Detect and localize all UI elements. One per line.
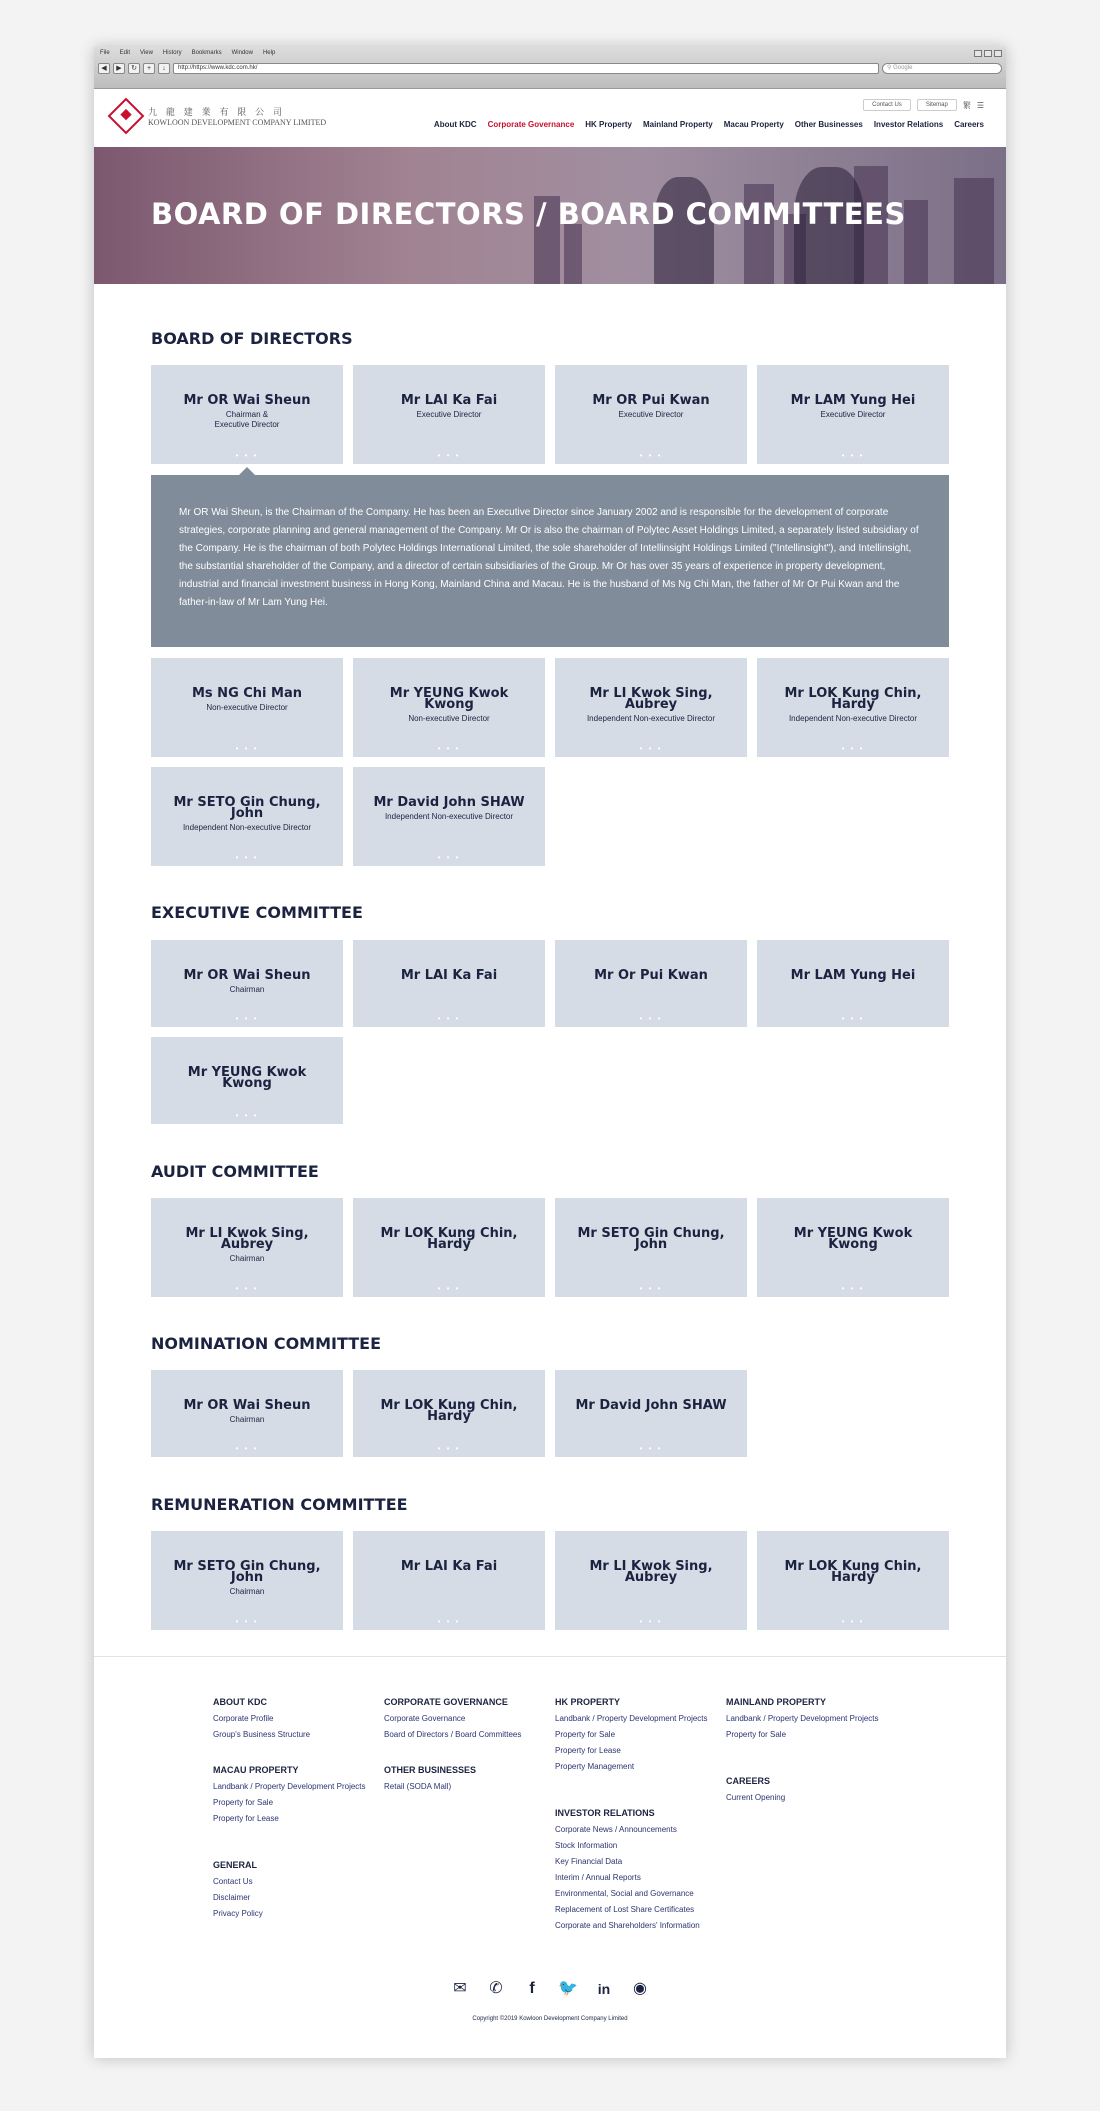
footer-link[interactable]: Interim / Annual Reports bbox=[555, 1873, 641, 1882]
member-name: Mr YEUNG Kwok Kwong bbox=[793, 1226, 913, 1252]
expand-dots-icon[interactable]: • • • bbox=[437, 1617, 461, 1626]
director-role: Non-executive Director bbox=[408, 714, 490, 723]
nav-investor-relations[interactable]: Investor Relations bbox=[873, 120, 944, 129]
footer-heading: MACAU PROPERTY bbox=[213, 1765, 299, 1775]
expand-dots-icon[interactable]: • • • bbox=[841, 744, 865, 753]
member-name: Mr Or Pui Kwan bbox=[594, 968, 708, 983]
footer-link[interactable]: Corporate Profile bbox=[213, 1714, 274, 1723]
maximize-button[interactable] bbox=[984, 50, 992, 57]
footer-link[interactable]: Property Management bbox=[555, 1762, 635, 1771]
footer-link[interactable]: Environmental, Social and Governance bbox=[555, 1889, 694, 1898]
member-card[interactable] bbox=[555, 1531, 747, 1630]
director-role: Independent Non-executive Director bbox=[384, 812, 514, 821]
main-nav bbox=[434, 120, 984, 129]
logo-text bbox=[148, 105, 326, 127]
director-role: Independent Non-executive Director bbox=[182, 823, 312, 832]
footer-heading: ABOUT KDC bbox=[213, 1697, 267, 1707]
director-role: Independent Non-executive Director bbox=[788, 714, 918, 723]
footer-group-mainland-property bbox=[726, 1697, 886, 1745]
footer-link[interactable]: Key Financial Data bbox=[555, 1857, 623, 1866]
expand-dots-icon[interactable]: • • • bbox=[235, 1014, 259, 1023]
director-name: Mr LOK Kung Chin, Hardy bbox=[784, 686, 922, 712]
browser-window bbox=[94, 47, 1006, 2058]
footer-link[interactable]: Corporate Governance bbox=[384, 1714, 466, 1723]
director-card[interactable] bbox=[151, 658, 343, 757]
member-card[interactable] bbox=[757, 1531, 949, 1630]
site-header bbox=[94, 89, 1006, 147]
expand-dots-icon[interactable]: • • • bbox=[235, 1444, 259, 1453]
member-card[interactable] bbox=[151, 940, 343, 1027]
director-name: Mr YEUNG Kwok Kwong bbox=[389, 686, 509, 712]
member-name: Mr LI Kwok Sing, Aubrey bbox=[589, 1559, 713, 1585]
director-card[interactable] bbox=[353, 658, 545, 757]
member-card[interactable] bbox=[151, 1037, 343, 1124]
footer-link[interactable]: Group's Business Structure bbox=[213, 1730, 311, 1739]
member-name: Mr LAI Ka Fai bbox=[400, 968, 498, 983]
director-name: Mr David John SHAW bbox=[373, 795, 525, 810]
expand-dots-icon[interactable]: • • • bbox=[235, 853, 259, 862]
member-card[interactable] bbox=[555, 1198, 747, 1297]
footer-link[interactable]: Stock Information bbox=[555, 1841, 618, 1850]
twitter-icon[interactable]: 🐦 bbox=[558, 1980, 578, 1997]
expand-dots-icon[interactable]: • • • bbox=[235, 1284, 259, 1293]
footer-group-other-businesses bbox=[384, 1765, 544, 1797]
member-card[interactable] bbox=[353, 1531, 545, 1630]
member-role: Chairman bbox=[229, 985, 265, 994]
footer-divider bbox=[94, 1656, 1006, 1657]
weibo-icon[interactable]: ◉ bbox=[633, 1980, 647, 1997]
director-name: Mr OR Pui Kwan bbox=[592, 393, 710, 408]
footer-link[interactable]: Privacy Policy bbox=[213, 1909, 263, 1918]
director-name: Ms NG Chi Man bbox=[191, 686, 303, 701]
footer-group-macau-property bbox=[213, 1765, 373, 1829]
member-name: Mr LAM Yung Hei bbox=[790, 968, 916, 983]
footer-link[interactable]: Board of Directors / Board Committees bbox=[384, 1730, 522, 1739]
menu-icon[interactable]: ☰ bbox=[976, 100, 984, 110]
member-card[interactable] bbox=[151, 1198, 343, 1297]
mail-icon[interactable]: ✉ bbox=[453, 1980, 467, 1997]
chinese-language-icon[interactable]: 繁 bbox=[962, 100, 971, 110]
browser-search-input[interactable]: ⚲ Google bbox=[882, 63, 1002, 74]
footer-link[interactable]: Property for Sale bbox=[213, 1798, 274, 1807]
member-card[interactable] bbox=[353, 940, 545, 1027]
member-name: Mr LAI Ka Fai bbox=[400, 1559, 498, 1574]
hero-building bbox=[954, 178, 994, 284]
menu-file[interactable]: File bbox=[100, 50, 110, 56]
expand-dots-icon[interactable]: • • • bbox=[437, 744, 461, 753]
page-title: BOARD OF DIRECTORS / BOARD COMMITTEES bbox=[151, 197, 906, 231]
member-card[interactable] bbox=[353, 1370, 545, 1457]
download-icon[interactable]: ↓ bbox=[158, 63, 170, 74]
search-placeholder: Google bbox=[893, 64, 913, 71]
remuneration-committee-heading: REMUNERATION COMMITTEE bbox=[151, 1495, 408, 1514]
director-card[interactable] bbox=[353, 767, 545, 866]
director-bio-text: Mr OR Wai Sheun, is the Chairman of the Company. He has been an Executive Director since January 2002 and is responsible for the development of corporate strategies, corporate planning and general management of the Company. Mr Or is also the chairman of Polytec Asset Holdings Limited, a separately listed subsidiary of the Company. He is the chairman of both Polytec Holdings International Limited, the sole shareholder of Intellinsight Holdings Limited ("Intellinsight"), and Intellinsight, the substantial shareholder of the Company, and a director of certain subsidiaries of the Group. Mr Or has over 35 years of experience in property development, industrial and financial investment business in Hong Kong, Mainland China and Macau. He is the husband of Ms Ng Chi Man, the father of Mr Or Pui Kwan and the father-in-law of Mr Lam Yung Hei. bbox=[179, 507, 919, 608]
kdc-logo-mark bbox=[108, 98, 145, 135]
footer-group-careers bbox=[726, 1776, 886, 1808]
nav-hk-property[interactable]: HK Property bbox=[585, 120, 632, 129]
director-name: Mr SETO Gin Chung, John bbox=[173, 795, 321, 821]
nav-about-kdc[interactable]: About KDC bbox=[433, 120, 477, 129]
expand-dots-icon[interactable]: • • • bbox=[639, 1444, 663, 1453]
kdc-logo[interactable] bbox=[110, 103, 326, 129]
expand-dots-icon[interactable]: • • • bbox=[639, 1014, 663, 1023]
member-name: Mr YEUNG Kwok Kwong bbox=[187, 1065, 307, 1091]
expand-dots-icon[interactable]: • • • bbox=[437, 1014, 461, 1023]
footer-heading: OTHER BUSINESSES bbox=[384, 1765, 477, 1775]
director-role: Executive Director bbox=[618, 410, 684, 419]
footer-group-investor-relations bbox=[555, 1808, 715, 1936]
director-bio-panel bbox=[151, 475, 949, 647]
director-card[interactable] bbox=[555, 365, 747, 464]
expand-dots-icon[interactable]: • • • bbox=[841, 1617, 865, 1626]
member-role: Chairman bbox=[229, 1415, 265, 1424]
member-card[interactable] bbox=[555, 1370, 747, 1457]
minimize-button[interactable] bbox=[974, 50, 982, 57]
expand-dots-icon[interactable]: • • • bbox=[437, 1444, 461, 1453]
audit-committee-heading: AUDIT COMMITTEE bbox=[151, 1162, 319, 1181]
footer-link[interactable]: Disclaimer bbox=[213, 1893, 251, 1902]
member-card[interactable] bbox=[757, 1198, 949, 1297]
footer-link[interactable]: Contact Us bbox=[213, 1877, 253, 1886]
member-name: Mr OR Wai Sheun bbox=[183, 968, 311, 983]
facebook-icon[interactable]: f bbox=[529, 1980, 535, 1997]
member-name: Mr SETO Gin Chung, John bbox=[577, 1226, 725, 1252]
footer-link[interactable]: Current Opening bbox=[726, 1793, 786, 1802]
executive-committee-heading: EXECUTIVE COMMITTEE bbox=[151, 903, 363, 922]
expand-dots-icon[interactable]: • • • bbox=[639, 1284, 663, 1293]
copyright-text: Copyright ©2019 Kowloon Development Company Limited bbox=[472, 2016, 628, 2022]
footer-link[interactable]: Landbank / Property Development Projects bbox=[555, 1714, 708, 1723]
director-card[interactable] bbox=[757, 658, 949, 757]
browser-chrome bbox=[94, 47, 1006, 89]
footer-heading: GENERAL bbox=[213, 1860, 258, 1870]
member-card[interactable] bbox=[757, 940, 949, 1027]
member-card[interactable] bbox=[151, 1531, 343, 1630]
director-card[interactable] bbox=[555, 658, 747, 757]
member-name: Mr LOK Kung Chin, Hardy bbox=[380, 1226, 518, 1252]
expand-dots-icon[interactable]: • • • bbox=[841, 1284, 865, 1293]
director-card[interactable] bbox=[151, 767, 343, 866]
expand-dots-icon[interactable]: • • • bbox=[437, 853, 461, 862]
footer-group-about-kdc bbox=[213, 1697, 373, 1745]
footer-link[interactable]: Landbank / Property Development Projects bbox=[726, 1714, 879, 1723]
expand-dots-icon[interactable]: • • • bbox=[639, 744, 663, 753]
menu-bookmarks[interactable]: Bookmarks bbox=[191, 50, 222, 56]
back-icon[interactable]: ◀ bbox=[98, 63, 110, 74]
sitemap-link[interactable]: Sitemap bbox=[917, 99, 957, 111]
member-card[interactable] bbox=[151, 1370, 343, 1457]
nav-mainland-property[interactable]: Mainland Property bbox=[642, 120, 713, 129]
nomination-committee-heading: NOMINATION COMMITTEE bbox=[151, 1334, 382, 1353]
member-name: Mr LOK Kung Chin, Hardy bbox=[380, 1398, 518, 1424]
nav-other-businesses[interactable]: Other Businesses bbox=[794, 120, 863, 129]
address-bar[interactable]: http://https://www.kdc.com.hk/ bbox=[173, 63, 879, 74]
footer-heading: CAREERS bbox=[726, 1776, 771, 1786]
browser-toolbar bbox=[94, 61, 1006, 75]
utility-links bbox=[863, 99, 984, 111]
footer-link[interactable]: Corporate and Shareholders' Information bbox=[555, 1921, 700, 1930]
member-card[interactable] bbox=[353, 1198, 545, 1297]
logo-english-name: KOWLOON DEVELOPMENT COMPANY LIMITED bbox=[148, 118, 327, 127]
menu-edit[interactable]: Edit bbox=[119, 50, 131, 56]
footer-link[interactable]: Property for Lease bbox=[555, 1746, 621, 1755]
footer-group-hk-property bbox=[555, 1697, 715, 1777]
footer-link[interactable]: Property for Lease bbox=[213, 1814, 279, 1823]
member-name: Mr SETO Gin Chung, John bbox=[173, 1559, 321, 1585]
menu-view[interactable]: View bbox=[140, 50, 153, 56]
expand-dots-icon[interactable]: • • • bbox=[639, 451, 663, 460]
footer-group-corporate-governance bbox=[384, 1697, 544, 1745]
director-name: Mr LAM Yung Hei bbox=[790, 393, 916, 408]
footer-group-general bbox=[213, 1860, 373, 1924]
hero-building bbox=[904, 200, 928, 284]
director-card[interactable] bbox=[757, 365, 949, 464]
add-tab-icon[interactable]: + bbox=[143, 63, 155, 74]
footer-link[interactable]: Corporate News / Announcements bbox=[555, 1825, 677, 1834]
footer-heading: MAINLAND PROPERTY bbox=[726, 1697, 827, 1707]
expand-dots-icon[interactable]: • • • bbox=[235, 1111, 259, 1120]
nav-careers[interactable]: Careers bbox=[954, 120, 984, 129]
member-card[interactable] bbox=[555, 940, 747, 1027]
window-controls bbox=[974, 50, 1002, 57]
expand-dots-icon[interactable]: • • • bbox=[235, 744, 259, 753]
menu-window[interactable]: Window bbox=[231, 50, 253, 56]
expand-dots-icon[interactable]: • • • bbox=[841, 451, 865, 460]
logo-chinese-name: 九 龍 建 業 有 限 公 司 bbox=[148, 108, 286, 118]
director-role: Chairman & Executive Director bbox=[214, 410, 280, 429]
expand-dots-icon[interactable]: • • • bbox=[437, 451, 461, 460]
footer-link[interactable]: Landbank / Property Development Projects bbox=[213, 1782, 366, 1791]
social-links bbox=[94, 1979, 1006, 1999]
footer-heading: INVESTOR RELATIONS bbox=[555, 1808, 655, 1818]
reload-icon[interactable]: ↻ bbox=[128, 63, 140, 74]
whatsapp-icon[interactable]: ✆ bbox=[489, 1980, 503, 1997]
linkedin-icon[interactable]: in bbox=[597, 1981, 611, 1997]
member-name: Mr OR Wai Sheun bbox=[183, 1398, 311, 1413]
hero-banner bbox=[94, 147, 1006, 284]
director-name: Mr OR Wai Sheun bbox=[183, 393, 311, 408]
menu-history[interactable]: History bbox=[162, 50, 182, 56]
expand-dots-icon[interactable]: • • • bbox=[841, 1014, 865, 1023]
member-role: Chairman bbox=[229, 1254, 265, 1263]
footer-link[interactable]: Property for Sale bbox=[555, 1730, 616, 1739]
director-card[interactable] bbox=[353, 365, 545, 464]
close-button[interactable] bbox=[994, 50, 1002, 57]
footer-link[interactable]: Retail (SODA Mall) bbox=[384, 1782, 452, 1791]
board-of-directors-heading: BOARD OF DIRECTORS bbox=[151, 329, 353, 348]
director-name: Mr LI Kwok Sing, Aubrey bbox=[589, 686, 713, 712]
expand-dots-icon[interactable]: • • • bbox=[235, 451, 259, 460]
footer-heading: HK PROPERTY bbox=[555, 1697, 621, 1707]
contact-us-link[interactable]: Contact Us bbox=[863, 99, 911, 111]
member-name: Mr LOK Kung Chin, Hardy bbox=[784, 1559, 922, 1585]
forward-icon[interactable]: ▶ bbox=[113, 63, 125, 74]
footer-link[interactable]: Replacement of Lost Share Certificates bbox=[555, 1905, 695, 1914]
browser-menubar bbox=[94, 47, 1006, 61]
footer-heading: CORPORATE GOVERNANCE bbox=[384, 1697, 508, 1707]
director-role: Independent Non-executive Director bbox=[586, 714, 716, 723]
nav-macau-property[interactable]: Macau Property bbox=[723, 120, 784, 129]
director-role: Non-executive Director bbox=[206, 703, 288, 712]
member-name: Mr LI Kwok Sing, Aubrey bbox=[185, 1226, 309, 1252]
director-role: Executive Director bbox=[416, 410, 482, 419]
hero-building bbox=[564, 224, 582, 284]
director-card[interactable] bbox=[151, 365, 343, 464]
member-name: Mr David John SHAW bbox=[575, 1398, 727, 1413]
expand-dots-icon[interactable]: • • • bbox=[437, 1284, 461, 1293]
director-name: Mr LAI Ka Fai bbox=[400, 393, 498, 408]
nav-corporate-governance[interactable]: Corporate Governance bbox=[487, 120, 575, 129]
expand-dots-icon[interactable]: • • • bbox=[639, 1617, 663, 1626]
menu-help[interactable]: Help bbox=[262, 50, 276, 56]
director-role: Executive Director bbox=[820, 410, 886, 419]
footer-link[interactable]: Property for Sale bbox=[726, 1730, 787, 1739]
expand-dots-icon[interactable]: • • • bbox=[235, 1617, 259, 1626]
member-role: Chairman bbox=[229, 1587, 265, 1596]
